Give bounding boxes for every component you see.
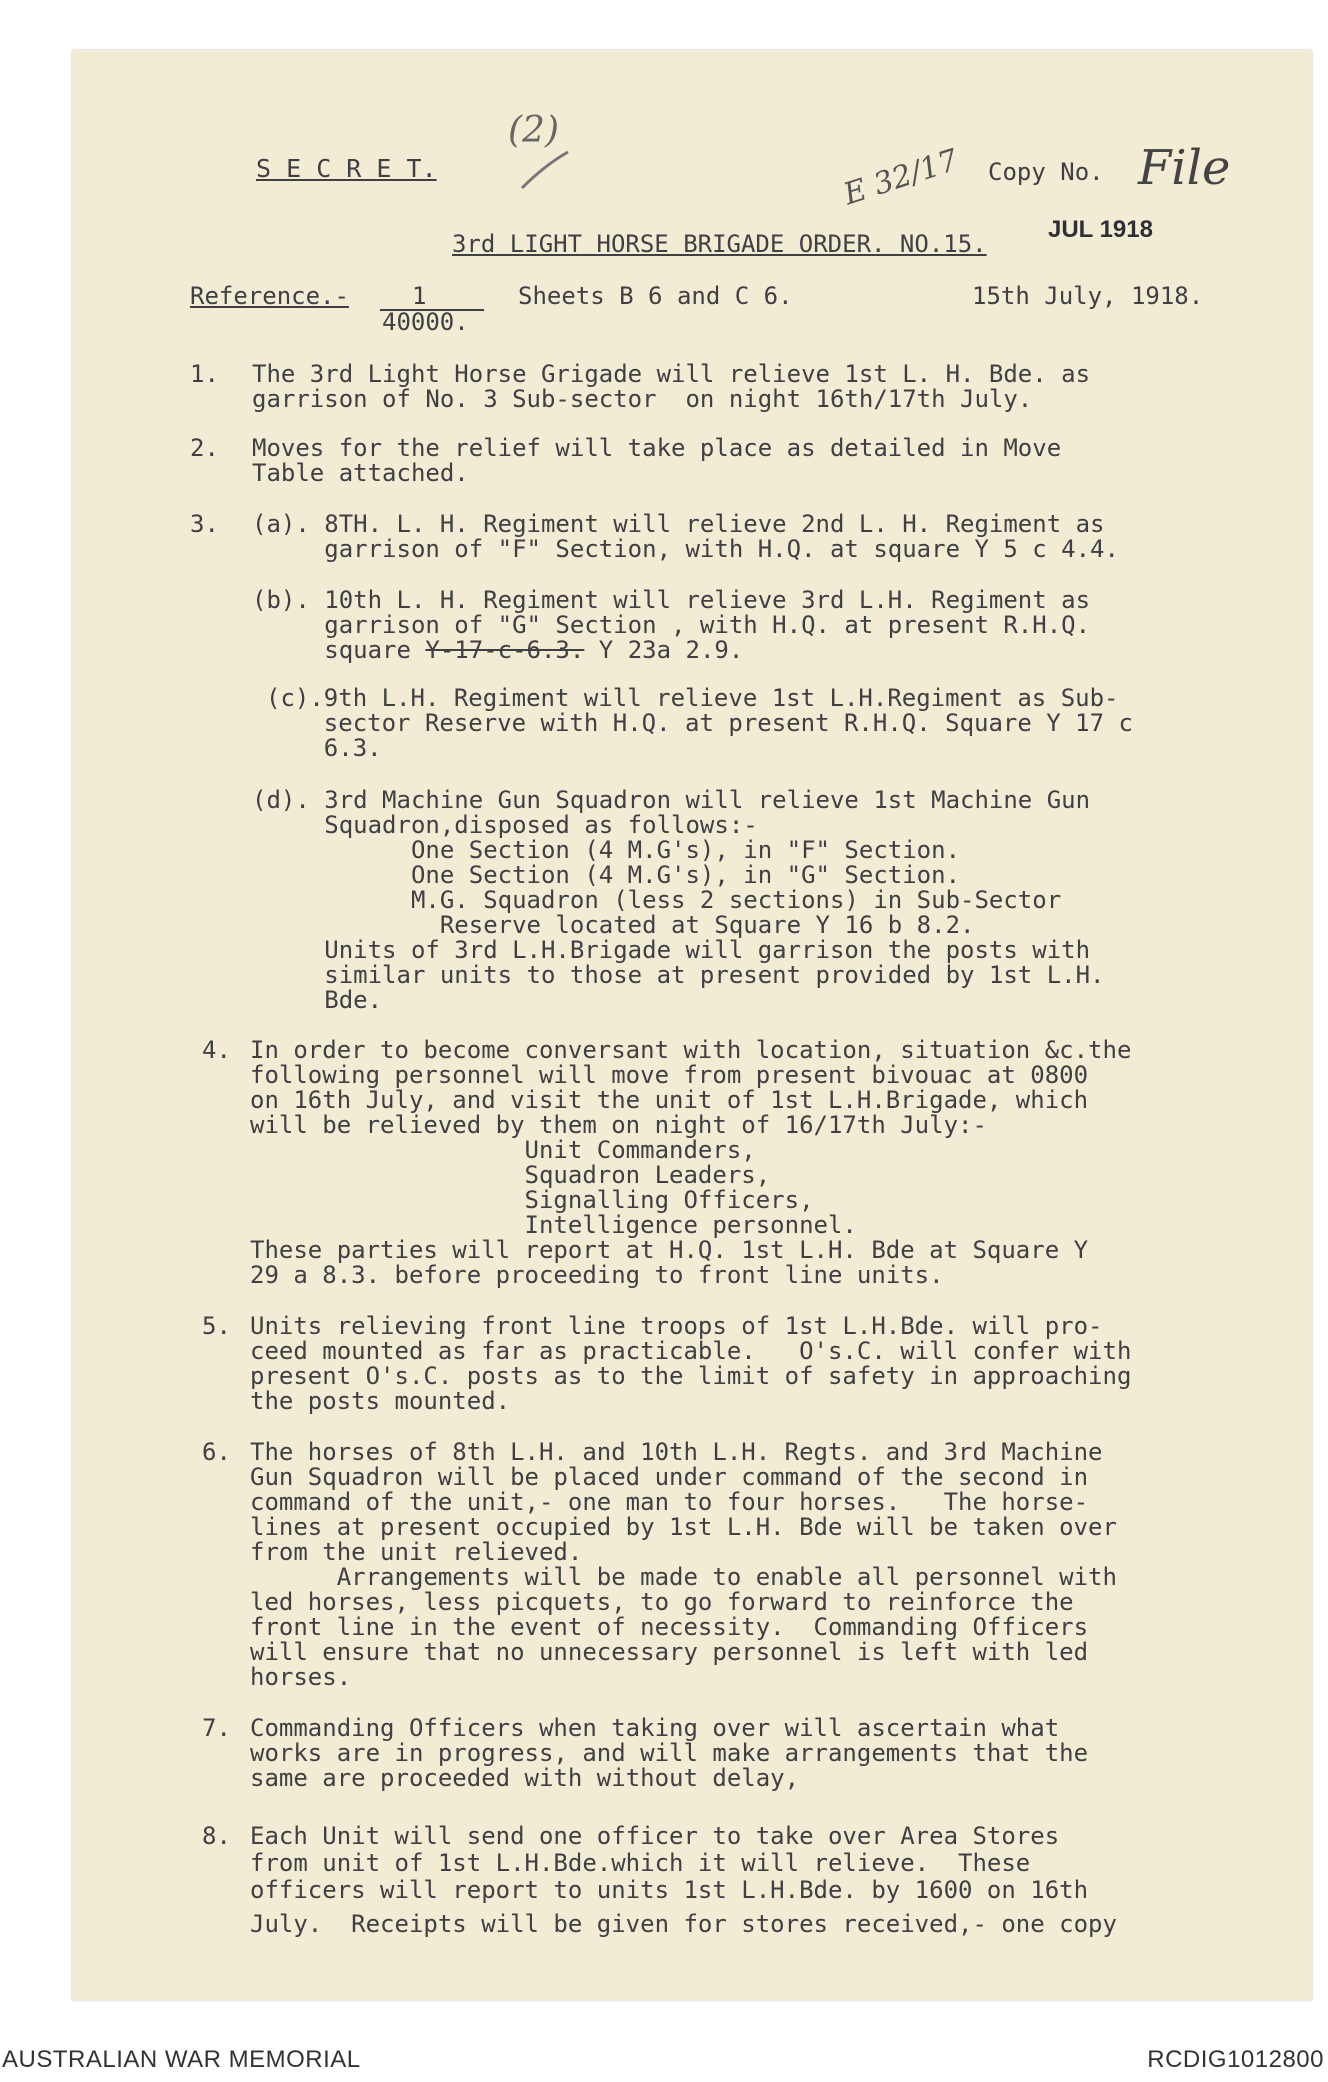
circle-mark: (2)	[508, 110, 559, 151]
paragraph-line: works are in progress, and will make arrangements that the	[250, 1739, 1089, 1767]
paragraph-line: Each Unit will send one officer to take over Area Stores	[250, 1822, 1060, 1850]
date-stamp: JUL 1918	[1048, 216, 1153, 243]
sub-item-b-line: (b). 10th L. H. Regiment will relieve 3rd L.H. Regiment as	[252, 586, 1091, 614]
paragraph-number: 7.	[202, 1714, 231, 1742]
sub-item-a-line: (a). 8TH. L. H. Regiment will relieve 2nd L. H. Regiment as	[252, 510, 1105, 538]
paragraph-line: Arrangements will be made to enable all personnel with	[250, 1563, 1117, 1591]
paragraph-line: Signalling Officers,	[250, 1186, 814, 1214]
sub-item-d-line: Squadron,disposed as follows:-	[252, 811, 758, 839]
paragraph-line: front line in the event of necessity. Commanding Officers	[250, 1613, 1089, 1641]
reference-date: 15th July, 1918.	[972, 282, 1204, 310]
document-page	[72, 50, 1312, 2000]
footer-institution: AUSTRALIAN WAR MEMORIAL	[2, 2046, 361, 2073]
sub-item-d-line: One Section (4 M.G's), in "G" Section.	[252, 861, 961, 889]
paragraph-number: 5.	[202, 1312, 231, 1340]
paragraph-line: horses.	[250, 1663, 352, 1691]
sub-item-d-line: M.G. Squadron (less 2 sections) in Sub-Sector	[252, 886, 1062, 914]
paragraph-number: 4.	[202, 1036, 231, 1064]
footer-record-id: RCDIG1012800	[1147, 2046, 1324, 2073]
paragraph-line: The horses of 8th L.H. and 10th L.H. Regts. and 3rd Machine	[250, 1438, 1103, 1466]
paragraph-line: will be relieved by them on night of 16/17th July:-	[250, 1111, 987, 1139]
struck-text: Y-17-c-6.3.	[425, 636, 585, 664]
paragraph-number: 8.	[202, 1822, 231, 1850]
sub-item-d-line: Bde.	[252, 986, 383, 1014]
reference-sheets: Sheets B 6 and C 6.	[518, 282, 793, 310]
paragraph-line: garrison of No. 3 Sub-sector on night 16th/17th July.	[252, 385, 1033, 413]
paragraph-number: 2.	[190, 434, 219, 462]
paragraph-line: Commanding Officers when taking over will ascertain what	[250, 1714, 1060, 1742]
sub-item-c-line: 6.3.	[266, 734, 382, 762]
paragraph-line: same are proceeded with without delay,	[250, 1764, 800, 1792]
paragraph-line: Gun Squadron will be placed under command of the second in	[250, 1463, 1089, 1491]
paragraph-number: 3.	[190, 510, 219, 538]
scale-bottom: 40000.	[382, 308, 469, 336]
paragraph-line: led horses, less picquets, to go forward to reinforce the	[250, 1588, 1074, 1616]
order-title: 3rd LIGHT HORSE BRIGADE ORDER. NO.15.	[452, 230, 987, 258]
paragraph-line: command of the unit,- one man to four horses. The horse-	[250, 1488, 1089, 1516]
line-text: Y 23a 2.9.	[584, 636, 744, 664]
sub-item-a-line: garrison of "F" Section, with H.Q. at square Y 5 c 4.4.	[252, 535, 1119, 563]
paragraph-line: the posts mounted.	[250, 1387, 511, 1415]
paragraph-line: 29 a 8.3. before proceeding to front line units.	[250, 1261, 944, 1289]
sub-item-d-line: similar units to those at present provided by 1st L.H.	[252, 961, 1105, 989]
line-text: square	[252, 636, 426, 664]
paragraph-line: present O's.C. posts as to the limit of safety in approaching	[250, 1362, 1132, 1390]
paragraph-line: will ensure that no unnecessary personnel is left with led	[250, 1638, 1089, 1666]
sub-item-b-line	[252, 638, 743, 663]
paragraph-line: officers will report to units 1st L.H.Bde. by 1600 on 16th	[250, 1876, 1089, 1904]
paragraph-line: These parties will report at H.Q. 1st L.H. Bde at Square Y	[250, 1236, 1089, 1264]
paragraph-line: on 16th July, and visit the unit of 1st L.H.Brigade, which	[250, 1086, 1089, 1114]
paragraph-line: In order to become conversant with location, situation &c.the	[250, 1036, 1132, 1064]
paragraph-line: following personnel will move from present bivouac at 0800	[250, 1061, 1089, 1089]
copy-no-label: Copy No.	[988, 158, 1104, 186]
paragraph-line: ceed mounted as far as practicable. O's.C. will confer with	[250, 1337, 1132, 1365]
paragraph-line: lines at present occupied by 1st L.H. Bde will be taken over	[250, 1513, 1117, 1541]
classification-label: S E C R E T.	[256, 154, 437, 183]
reference-label: Reference.-	[190, 282, 349, 310]
paragraph-line: Intelligence personnel.	[250, 1211, 857, 1239]
sub-item-d-line: Reserve located at Square Y 16 b 8.2.	[252, 911, 975, 939]
paragraph-line: from the unit relieved.	[250, 1538, 583, 1566]
sub-item-c-line: sector Reserve with H.Q. at present R.H.Q. Square Y 17 c	[266, 709, 1133, 737]
sub-item-d-line: One Section (4 M.G's), in "F" Section.	[252, 836, 961, 864]
sub-item-b-line: garrison of "G" Section , with H.Q. at present R.H.Q.	[252, 611, 1091, 639]
paragraph-number: 6.	[202, 1438, 231, 1466]
sub-item-d-line: Units of 3rd L.H.Brigade will garrison the posts with	[252, 936, 1091, 964]
paragraph-number: 1.	[190, 360, 219, 388]
paragraph-line: from unit of 1st L.H.Bde.which it will relieve. These	[250, 1849, 1031, 1877]
copy-no-value: File	[1138, 140, 1231, 196]
paragraph-line: Moves for the relief will take place as detailed in Move	[252, 434, 1062, 462]
paragraph-line: Unit Commanders,	[250, 1136, 756, 1164]
handwritten-slash-icon	[520, 150, 570, 190]
paragraph-line: Units relieving front line troops of 1st L.H.Bde. will pro-	[250, 1312, 1103, 1340]
paragraph-line: Squadron Leaders,	[250, 1161, 771, 1189]
handwritten-ref: E 32/17	[839, 142, 963, 213]
sub-item-c-line: (c).9th L.H. Regiment will relieve 1st L.H.Regiment as Sub-	[266, 684, 1119, 712]
paragraph-line: July. Receipts will be given for stores received,- one copy	[250, 1910, 1117, 1938]
scale-top: 1	[412, 282, 427, 310]
paragraph-line: The 3rd Light Horse Grigade will relieve 1st L. H. Bde. as	[252, 360, 1091, 388]
paragraph-line: Table attached.	[252, 459, 469, 487]
sub-item-d-line: (d). 3rd Machine Gun Squadron will relieve 1st Machine Gun	[252, 786, 1091, 814]
